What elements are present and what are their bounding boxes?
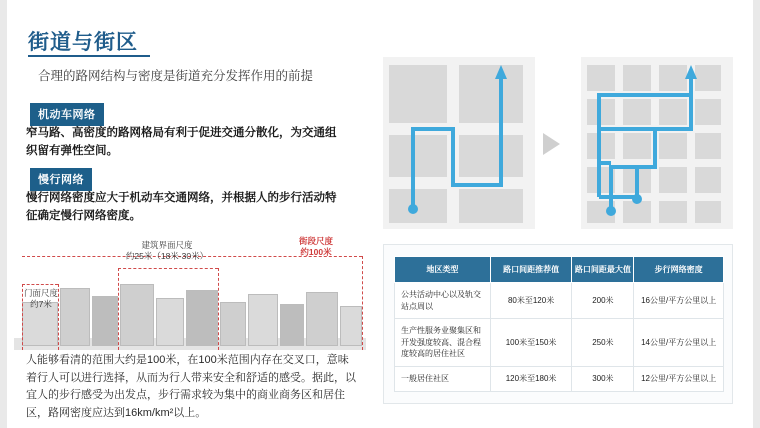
table-cell-recommended: 100米至150米	[490, 319, 572, 367]
table-header-cell: 步行网络密度	[634, 257, 724, 283]
route-path-coarse	[383, 57, 535, 229]
street-section-illustration	[14, 238, 366, 358]
table-cell-type: 生产性服务业聚集区和开发强度较高、混合程度较高的居住社区	[395, 319, 491, 367]
building	[306, 292, 338, 346]
building	[156, 298, 184, 346]
table-cell-recommended: 120米至180米	[490, 366, 572, 391]
arrow-right-icon	[543, 133, 560, 155]
table-cell-density: 14公里/平方公里以上	[634, 319, 724, 367]
table-header-row	[395, 257, 724, 283]
section-text-motor-network: 窄马路、高密度的路网格局有利于促进交通分散化，为交通组织留有弹性空间。	[26, 127, 337, 157]
title-underline	[28, 55, 150, 57]
dimension-tick	[218, 268, 219, 350]
building	[280, 304, 304, 346]
page-subtitle: 合理的路网结构与密度是街道充分发挥作用的前提	[38, 69, 314, 83]
section-chip-motor-network: 机动车网络	[30, 103, 104, 126]
building	[248, 294, 278, 346]
body-paragraph: 人能够看清的范围大约是100米，在100米范围内存在交叉口，意味着行人可以进行选择，从而为行人带来安全和舒适的感受。据此，以宜人的步行感受为出发点，步行需求较为集中的商业商务区和居住区，路网密度应达到16km/km²以上。	[26, 354, 356, 419]
section-text-slow-network: 慢行网络密度应大于机动车交通网络，并根据人的步行活动特征确定慢行网络密度。	[26, 192, 337, 222]
building	[186, 290, 218, 346]
table-cell-recommended: 80米至120米	[490, 283, 572, 319]
table-row	[395, 366, 724, 391]
table-header-cell: 路口间距最大值	[572, 257, 634, 283]
dimension-line	[22, 284, 58, 285]
diagram-map-coarse	[383, 57, 535, 229]
diagram-map-dense	[581, 57, 733, 229]
table-cell-density: 16公里/平方公里以上	[634, 283, 724, 319]
network-diagram	[383, 57, 733, 229]
building	[220, 302, 246, 346]
table-row	[395, 319, 724, 367]
page-title: 街道与街区	[28, 31, 138, 54]
dimension-line	[118, 268, 218, 269]
building	[92, 296, 118, 346]
dimension-tick	[362, 256, 363, 350]
left-accent-bar	[0, 0, 7, 428]
right-accent-bar	[753, 0, 760, 428]
table-header-cell: 路口间距推荐值	[490, 257, 572, 283]
route-path-dense	[581, 57, 733, 229]
table-cell-type: 公共活动中心以及轨交站点周以	[395, 283, 491, 319]
section-chip-slow-network: 慢行网络	[30, 168, 92, 191]
table-cell-max: 300米	[572, 366, 634, 391]
table-header-cell: 地区类型	[395, 257, 491, 283]
building	[120, 284, 154, 346]
metrics-table	[394, 256, 724, 392]
table-cell-type: 一般居住社区	[395, 366, 491, 391]
building	[340, 306, 362, 346]
annotation-facade-width: 门面尺度 约7米	[23, 288, 58, 310]
annotation-block-length: 街段尺度 约100米	[298, 236, 333, 258]
table-cell-max: 200米	[572, 283, 634, 319]
metrics-table-panel	[383, 244, 733, 404]
table-row	[395, 283, 724, 319]
table-cell-density: 12公里/平方公里以上	[634, 366, 724, 391]
dimension-tick	[118, 268, 119, 350]
table-cell-max: 250米	[572, 319, 634, 367]
annotation-building-interface: 建筑界面尺度 约25米（18米-30米）	[125, 240, 209, 262]
